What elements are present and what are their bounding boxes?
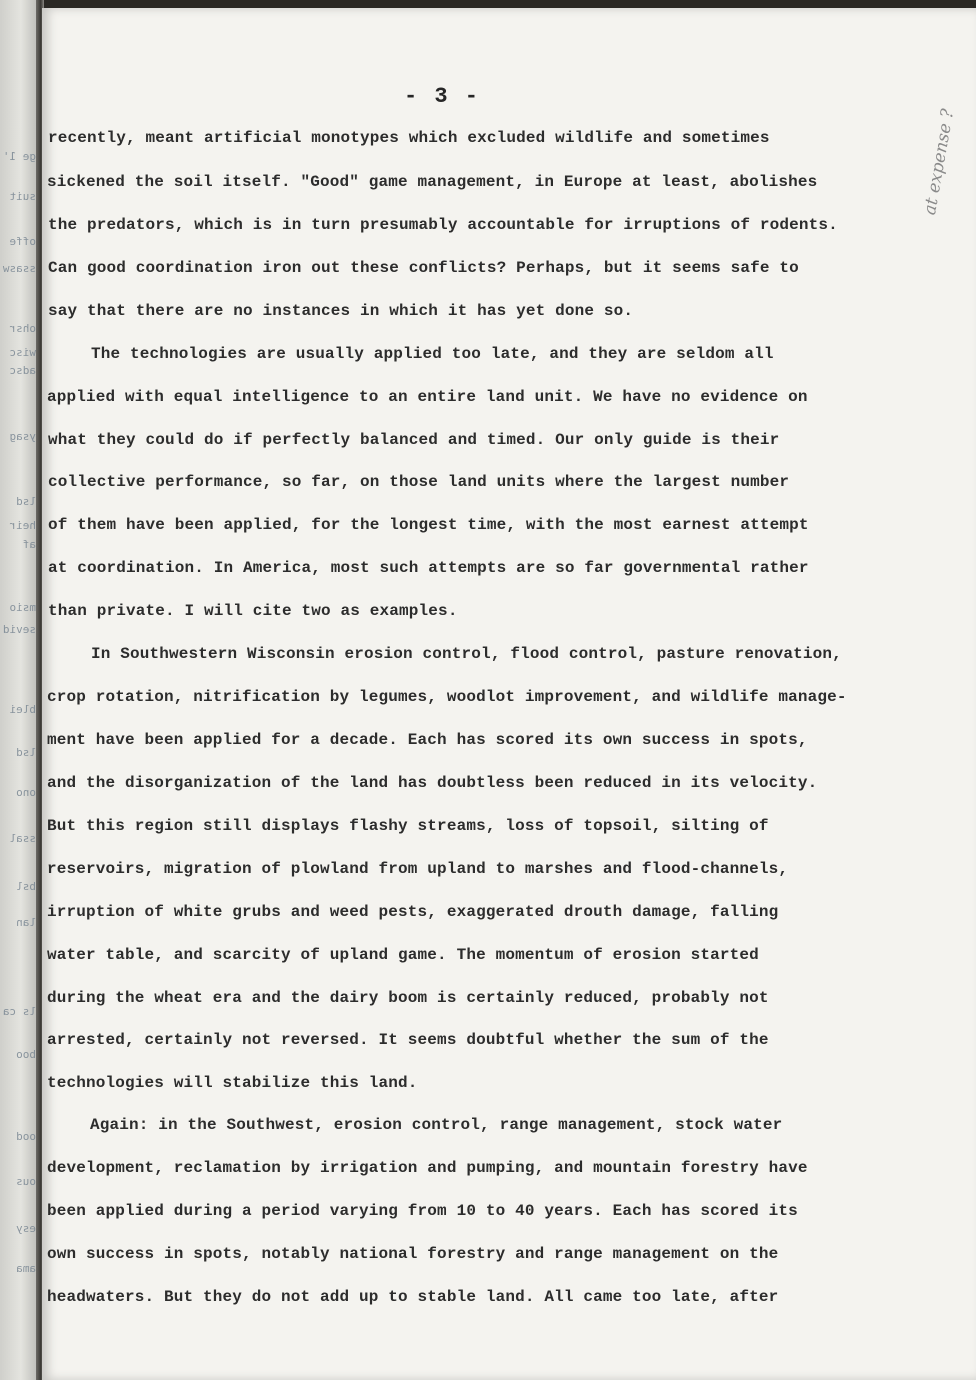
typewritten-page — [42, 8, 976, 1380]
text-line: applied with equal intelligence to an entire land unit. We have no evidence on — [47, 388, 808, 406]
bleed-text: adsc — [9, 364, 36, 377]
text-line: technologies will stabilize this land. — [47, 1074, 418, 1092]
page-number: - 3 - — [403, 84, 480, 109]
handwritten-margin-note: at expense ? — [920, 107, 959, 217]
bleed-text: lsd — [16, 746, 36, 759]
bleed-text: boo — [16, 1048, 36, 1061]
bleed-text: esy — [16, 1222, 36, 1235]
text-line: arrested, certainly not reversed. It seems doubtful whether the sum of the — [47, 1031, 769, 1049]
bleed-text: ssasw — [2, 262, 36, 275]
bleed-text: heir — [9, 519, 36, 532]
text-line: Can good coordination iron out these conflicts? Perhaps, but it seems safe to — [48, 259, 799, 277]
text-line: at coordination. In America, most such attempts are so far governmental rather — [48, 559, 809, 577]
text-line: say that there are no instances in which it has yet done so. — [48, 302, 634, 320]
text-line: Again: in the Southwest, erosion control, range management, stock water — [90, 1116, 783, 1134]
text-line: during the wheat era and the dairy boom is certainly reduced, probably not — [47, 989, 769, 1007]
text-line: reservoirs, migration of plowland from upland to marshes and flood-channels, — [47, 860, 789, 878]
text-line: the predators, which is in turn presumably accountable for irruptions of rodents. — [48, 216, 838, 234]
previous-page-edge — [0, 0, 38, 1380]
bleed-text: sevid — [2, 623, 36, 636]
text-line: sickened the soil itself. "Good" game management, in Europe at least, abolishes — [47, 173, 818, 191]
bleed-text: bsl — [16, 880, 36, 893]
text-line: of them have been applied, for the longest time, with the most earnest attempt — [48, 516, 809, 534]
text-line: been applied during a period varying from 10 to 40 years. Each has scored its — [47, 1202, 798, 1220]
text-line: But this region still displays flashy streams, loss of topsoil, silting of — [47, 817, 769, 835]
bleed-text: ysag — [9, 430, 36, 443]
bleed-text: wisc — [9, 346, 36, 359]
text-line: own success in spots, notably national forestry and range management on the — [47, 1245, 779, 1263]
text-line: and the disorganization of the land has doubtless been reduced in its velocity. — [47, 774, 818, 792]
text-line: In Southwestern Wisconsin erosion control, flood control, pasture renovation, — [91, 645, 842, 663]
text-line: development, reclamation by irrigation and pumping, and mountain forestry have — [47, 1159, 808, 1177]
text-line: what they could do if perfectly balanced and timed. Our only guide is their — [48, 431, 780, 449]
bleed-text: blei — [9, 703, 36, 716]
bleed-text: ssal — [9, 832, 36, 845]
bleed-text: lan — [16, 916, 36, 929]
bleed-text: ama — [16, 1262, 36, 1275]
text-line: The technologies are usually applied too late, and they are seldom all — [91, 345, 774, 363]
bleed-text: ge 1' — [2, 150, 36, 163]
bleed-text: ls ca — [2, 1005, 36, 1018]
text-line: headwaters. But they do not add up to stable land. All came too late, after — [47, 1288, 779, 1306]
bleed-text: af — [22, 538, 36, 551]
bleed-text: suit — [9, 190, 36, 203]
text-line: crop rotation, nitrification by legumes, woodlot improvement, and wildlife manage- — [47, 688, 847, 706]
bleed-text: offe — [9, 235, 36, 248]
text-line: water table, and scarcity of upland game. The momentum of erosion started — [47, 946, 759, 964]
text-line: than private. I will cite two as examples. — [48, 602, 458, 620]
bleed-text: ous — [16, 1175, 36, 1188]
bleed-text: ono — [16, 786, 36, 799]
bleed-text: ood — [16, 1130, 36, 1143]
text-line: collective performance, so far, on those land units where the largest number — [48, 473, 790, 491]
text-line: irruption of white grubs and weed pests, exaggerated drouth damage, falling — [47, 903, 779, 921]
bleed-text: lsd — [16, 495, 36, 508]
bleed-text: ohsr — [9, 322, 36, 335]
text-line: recently, meant artificial monotypes which excluded wildlife and sometimes — [48, 129, 770, 147]
bleed-text: msio — [9, 601, 36, 614]
text-line: ment have been applied for a decade. Each has scored its own success in spots, — [47, 731, 808, 749]
